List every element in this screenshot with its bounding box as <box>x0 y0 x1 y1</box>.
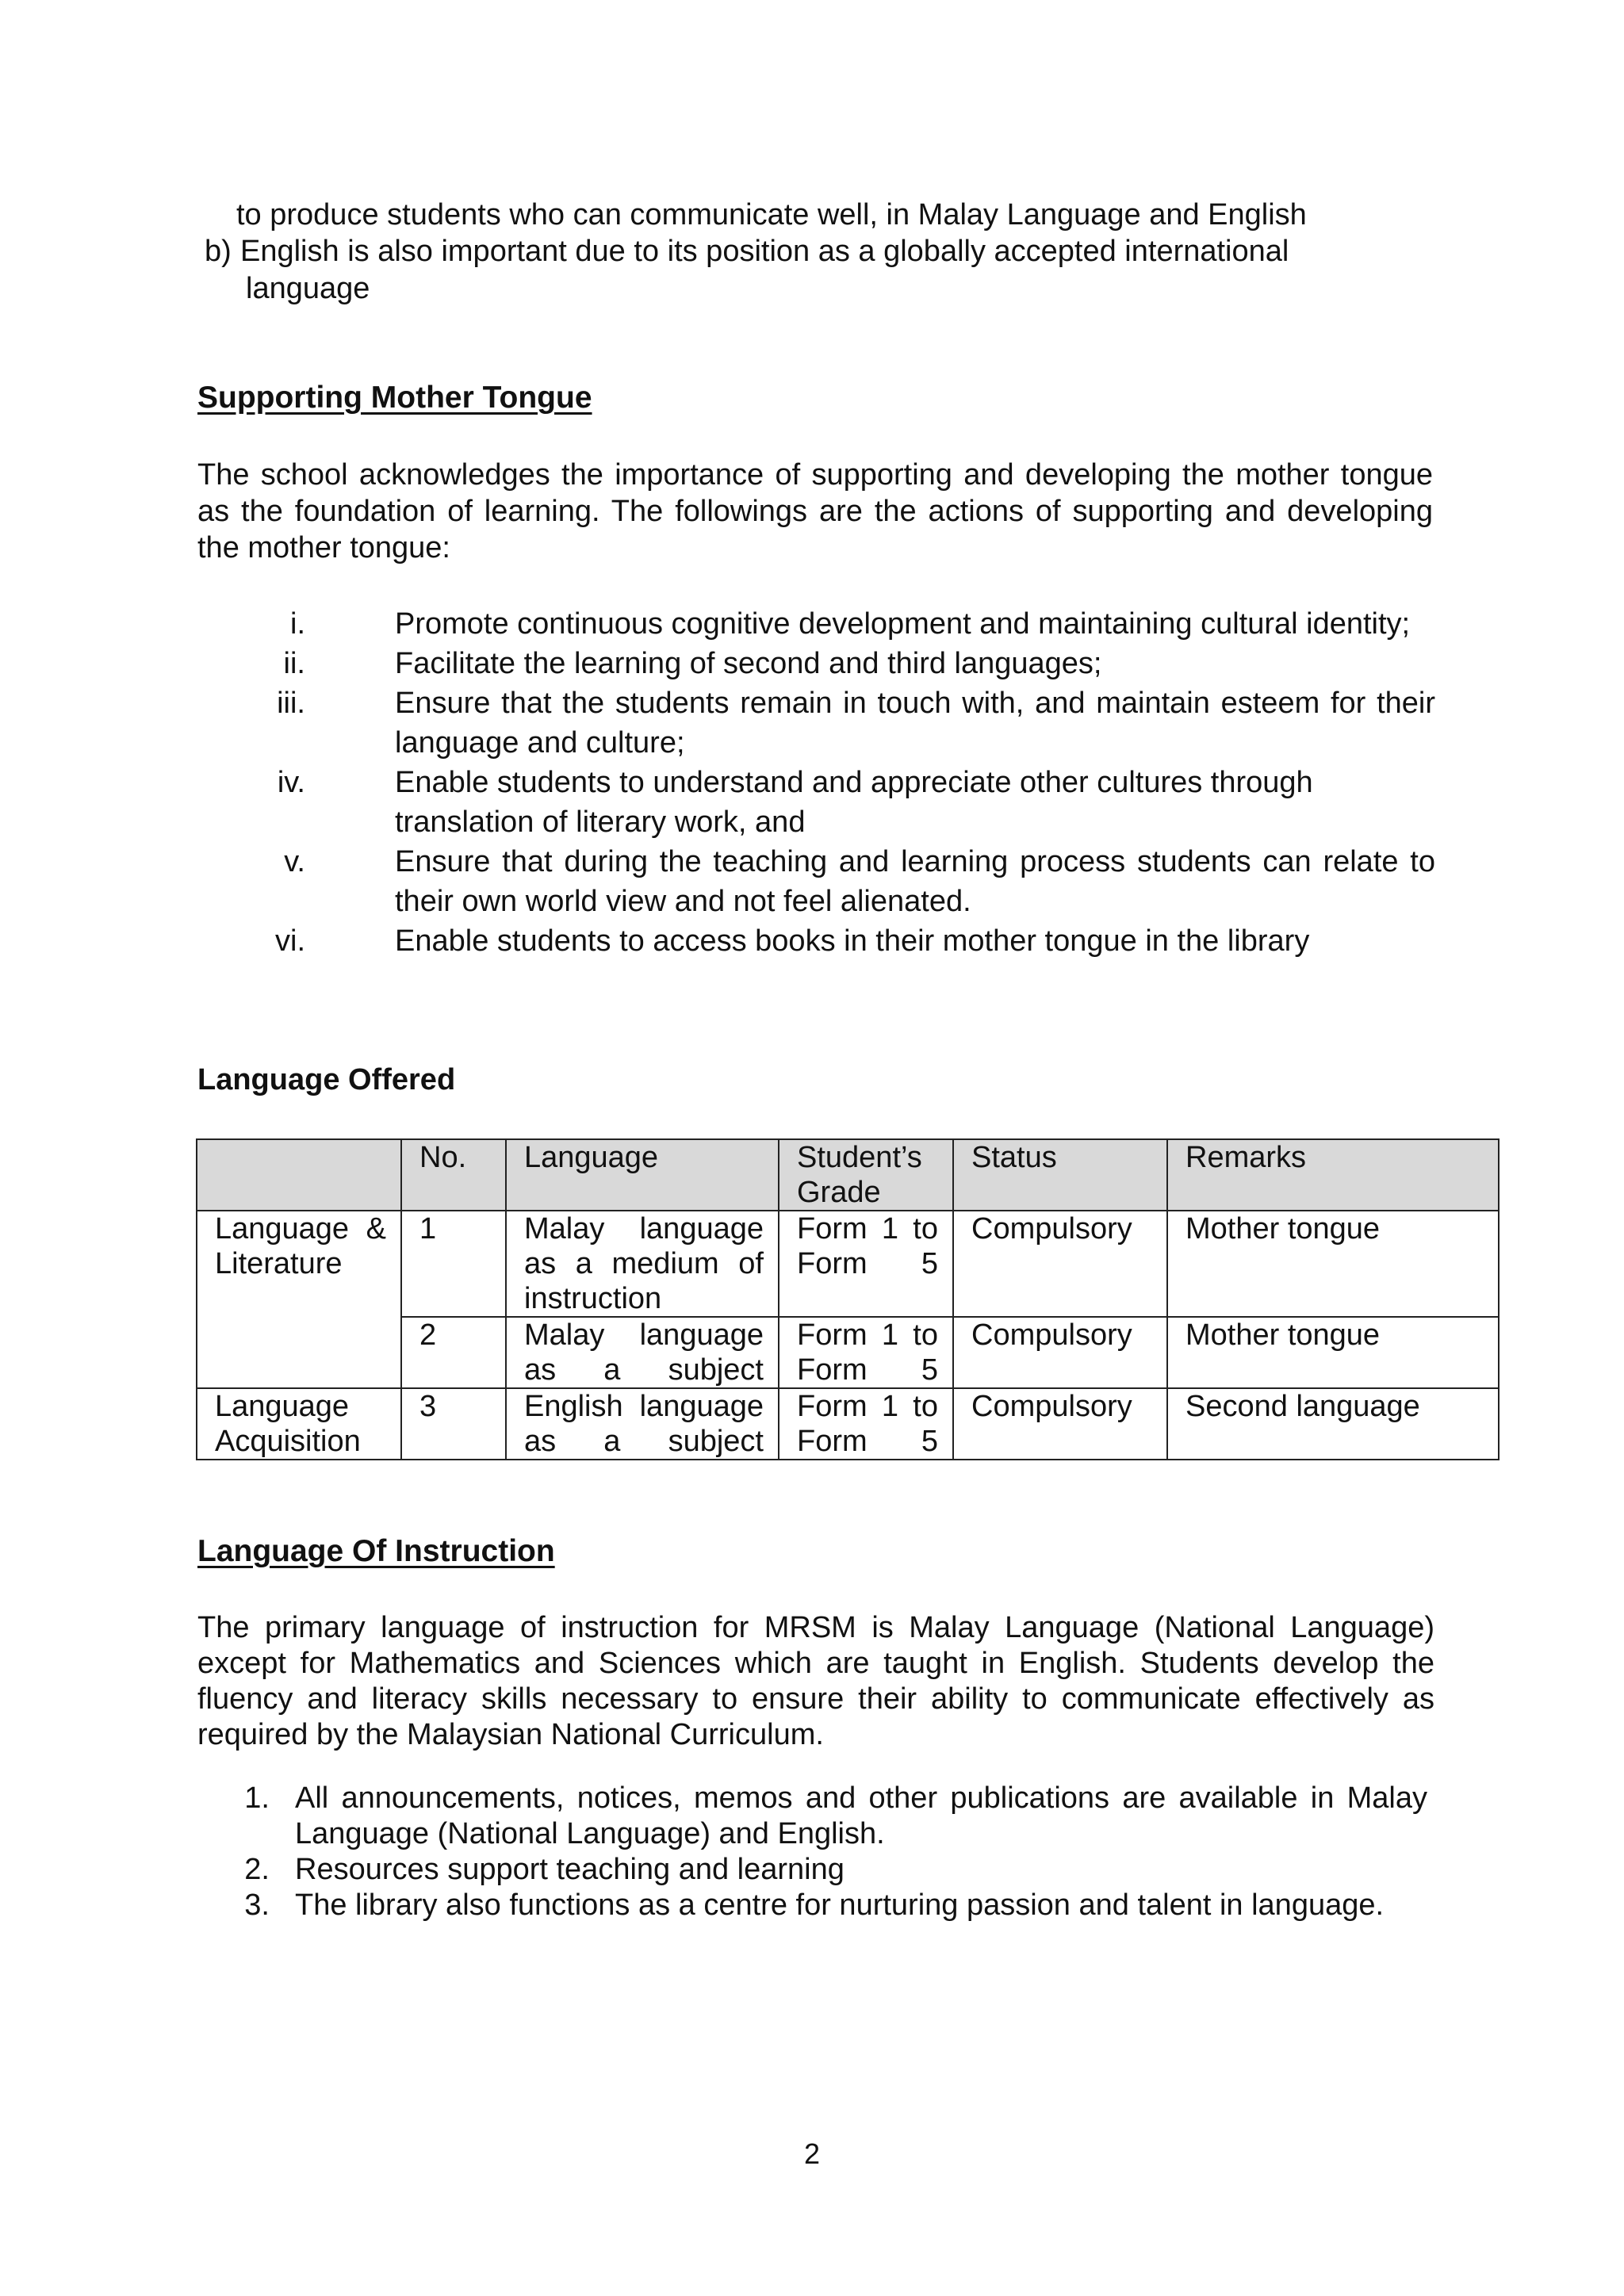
list-item-number: ii. <box>283 647 305 680</box>
list-item-number: iv. <box>277 766 305 799</box>
instruction-paragraph: The primary language of instruction for MRSM is Malay Language (National Language) except for Mathematics and Sciences which are taught in English. Students develop the fluency and literacy skills necessary to ensure their ability to communicate effectively as required by the Malaysian National Curriculum. <box>197 1611 1434 1751</box>
table-cell-no: 2 <box>401 1317 506 1388</box>
table-cell-language: Malay language as a subject <box>506 1317 779 1388</box>
intro-item-b-text: English is also important due to its position as a globally accepted international <box>240 235 1289 268</box>
table-cell-remarks: Mother tongue <box>1167 1317 1499 1388</box>
list-item-number: i. <box>290 607 305 641</box>
list-item-number: vi. <box>275 924 305 958</box>
list-item-text: Enable students to access books in their mother tongue in the library <box>395 924 1310 958</box>
table-header-cell: Student’s Grade <box>779 1139 953 1211</box>
table-cell-status: Compulsory <box>953 1211 1167 1317</box>
section-heading-language-of-instruction: Language Of Instruction <box>197 1534 555 1568</box>
section-heading-mother-tongue: Supporting Mother Tongue <box>197 381 592 415</box>
list-item-text: Ensure that the students remain in touch with, and maintain esteem for their language and culture; <box>395 687 1435 760</box>
table-header-cell: Remarks <box>1167 1139 1499 1211</box>
language-offered-table <box>196 1138 1500 1460</box>
table-cell-status: Compulsory <box>953 1317 1167 1388</box>
table-group-cell: Language Acquisition <box>197 1388 401 1460</box>
mother-tongue-paragraph: The school acknowledges the importance of supporting and developing the mother tongue as the foundation of learning. The followings are the actions of supporting and developing the mother tongue: <box>197 458 1433 564</box>
intro-item-b-label: b) <box>205 235 232 268</box>
table-cell-no: 3 <box>401 1388 506 1460</box>
list-item-number: 3. <box>244 1888 270 1922</box>
table-cell-grade: Form 1 to Form 5 <box>779 1211 953 1317</box>
table-cell-remarks: Second language <box>1167 1388 1499 1460</box>
table-cell-remarks: Mother tongue <box>1167 1211 1499 1317</box>
page-number: 2 <box>803 2137 821 2170</box>
table-cell-grade: Form 1 to Form 5 <box>779 1388 953 1460</box>
list-item-number: v. <box>284 845 305 878</box>
list-item-number: 1. <box>244 1781 270 1815</box>
list-item-text: Enable students to understand and appreciate other cultures through translation of literary work, and <box>395 766 1313 839</box>
table-header-cell: Language <box>506 1139 779 1211</box>
list-item-number: iii. <box>277 687 305 720</box>
list-item-text: All announcements, notices, memos and other publications are available in Malay Language (National Language) and English. <box>295 1781 1427 1850</box>
table-row <box>197 1388 1499 1460</box>
list-item-text: Resources support teaching and learning <box>295 1853 845 1886</box>
list-item-text: The library also functions as a centre for nurturing passion and talent in language. <box>295 1888 1385 1922</box>
table-header-cell: No. <box>401 1139 506 1211</box>
table-cell-language: Malay language as a medium of instruction <box>506 1211 779 1317</box>
list-item-text: Ensure that during the teaching and learning process students can relate to their own world view and not feel alienated. <box>395 845 1435 918</box>
list-item-number: 2. <box>244 1853 270 1886</box>
list-item-text: Promote continuous cognitive development and maintaining cultural identity; <box>395 607 1411 641</box>
table-cell-status: Compulsory <box>953 1388 1167 1460</box>
table-cell-language: English language as a subject <box>506 1388 779 1460</box>
table-row <box>197 1211 1499 1317</box>
table-header-cell: Status <box>953 1139 1167 1211</box>
table-header-row <box>197 1139 1499 1211</box>
intro-line: to produce students who can communicate well, in Malay Language and English <box>236 198 1307 232</box>
table-header-cell <box>197 1139 401 1211</box>
table-cell-no: 1 <box>401 1211 506 1317</box>
section-heading-language-offered: Language Offered <box>197 1063 456 1096</box>
table-cell-grade: Form 1 to Form 5 <box>779 1317 953 1388</box>
intro-item-b-text-continued: language <box>246 272 370 305</box>
list-item-text: Facilitate the learning of second and third languages; <box>395 647 1102 680</box>
table-group-cell: Language & Literature <box>197 1211 401 1388</box>
